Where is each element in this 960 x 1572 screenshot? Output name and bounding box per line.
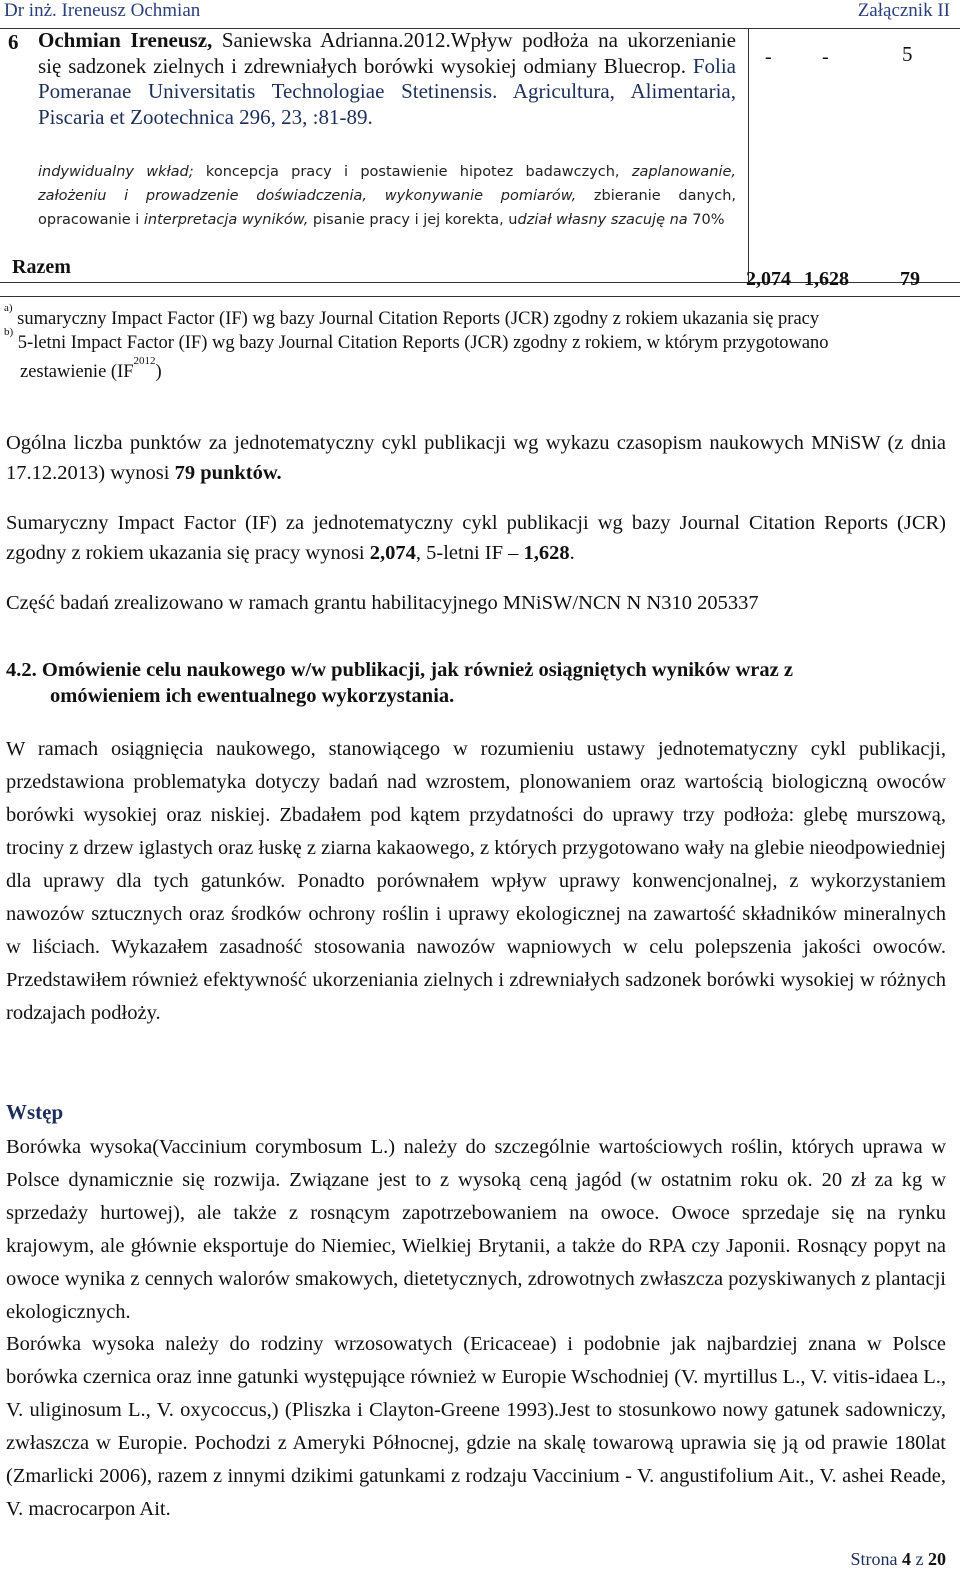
footnote-b <box>4 326 949 384</box>
entry-number: 6 <box>8 30 19 54</box>
table-divider <box>748 28 749 282</box>
footnote-text: 5-letni Impact Factor (IF) wg bazy Journal Citation Reports (JCR) zgodny z rokiem, w którym przygotowano <box>17 333 829 354</box>
page-header <box>0 0 960 29</box>
contribution-text: koncepcja pracy i postawienie hipotez badawczych, <box>193 164 632 180</box>
body-paragraph: Borówka wysoka(Vaccinium corymbosum L.) należy do szczególnie wartościowych roślin, których uprawa w Polsce dynamicznie się rozwija. Związane jest to z wysoką ceną jagód (w ostatnim roku ok. 20 zł za kg w sprzedaży hurtowej), ale także z rosnącym zapotrzebowaniem na owoce. Owoce sprzedaje się na rynku krajowym, ale głównie eksportuje do Niemiec, Wielkiej Brytanii, a także do RPA czy Japonii. Rosnący popyt na owoce wynika z cennych walorów smakowych, dietetycznych, zdrowotnych zwłaszcza pozyskiwanych z plantacji ekologicznych. <box>6 1136 946 1323</box>
summary-if5: 1,628 <box>523 542 570 564</box>
summary-text: Sumaryczny Impact Factor (IF) za jednotematyczny cykl publikacji wg bazy Journal Citation Reports (JCR) zgodny z rokiem ukazania się pracy wynosi <box>6 512 946 564</box>
impact-factor-cell: - <box>765 46 772 68</box>
footer-text: z <box>911 1549 928 1569</box>
publication-table <box>0 28 960 297</box>
page-total: 20 <box>928 1549 946 1569</box>
section-heading <box>6 657 946 709</box>
total-five-year-if: 1,628 <box>804 268 849 290</box>
contribution-text: pisanie pracy i jej korekta, u <box>308 212 518 228</box>
summary-text: . <box>569 542 575 564</box>
footnote-text: ) <box>155 362 162 383</box>
body-paragraph: Borówka wysoka należy do rodziny wrzosowatych (Ericaceae) i podobnie jak najbardziej znana w Polsce borówka czernica oraz inne gatunki występujące również w Europie Wschodniej (V. myrtillus L., V. vitis-idaea L., V. uliginosum L., V. oxycoccus,) (Pliszka i Clayton-Greene 1993).Jest to stosunkowo nowy gatunek sadowniczy, zwłaszcza w Europie. Pochodzi z Ameryki Północnej, gdzie na skalę towarową uprawia się ją od prawie 180lat (Zmarlicki 2006), razem z innymi dzikimi gatunkami z rodzaju Vaccinium - V. angustifolium Ait., V. ashei Reade, V. macrocarpon Ait. <box>6 1333 946 1520</box>
footnote-text: zestawienie (IF <box>20 362 134 383</box>
contribution-text: zbieranie danych, opracowanie i <box>38 188 736 228</box>
citation-title: Saniewska Adrianna.2012.Wpływ podłoża na ukorzenianie się sadzonek zielnych i zdrewniałych borówki wysokiej odmiany Bluecrop. <box>38 28 736 78</box>
impact-factor-summary <box>6 508 946 568</box>
footnote-text: sumaryczny Impact Factor (IF) wg bazy Journal Citation Reports (JCR) zgodny z rokiem ukazania się pracy <box>17 309 820 330</box>
contribution-share: 70% <box>687 212 725 228</box>
header-author: Dr inż. Ireneusz Ochmian <box>4 0 201 21</box>
citation-authors: Ochmian Ireneusz, <box>38 28 213 52</box>
contribution-text: zaplanowanie, założeniu i prowadzenie doświadczenia, wykonywanie pomiarów, <box>38 164 736 204</box>
summary-text: , 5-letni IF – <box>415 542 524 564</box>
footer-text: Strona <box>850 1549 902 1569</box>
header-attachment: Załącznik II <box>857 0 950 21</box>
contribution-label: indywidualny wkład; <box>38 164 194 180</box>
total-impact-factor: 2,074 <box>746 268 791 290</box>
citation-venue: Folia Pomeranae Universitatis Technologiae Stetinensis. Agricultura, Alimentaria, Piscaria et Zootechnica 296, 23, :81-89. <box>38 53 736 129</box>
points-summary <box>6 428 946 488</box>
individual-contribution <box>38 160 736 232</box>
five-year-if-cell: - <box>822 46 829 68</box>
publication-citation <box>38 28 736 130</box>
footnote-marker: a) <box>4 302 13 314</box>
contribution-text: interpretacja wyników, <box>143 212 309 228</box>
page-number: 4 <box>902 1549 911 1569</box>
page-footer <box>851 1549 947 1570</box>
summary-points: 79 punktów. <box>174 462 282 484</box>
section-number: 4.2. <box>6 659 37 681</box>
summary-text: Ogólna liczba punktów za jednotematyczny cykl publikacji wg wykazu czasopism naukowych MNiSW (z dnia 17.12.2013) wynosi <box>6 432 946 484</box>
grant-note: Część badań zrealizowano w ramach grantu habilitacyjnego MNiSW/NCN N N310 205337 <box>6 592 759 614</box>
intro-heading: Wstęp <box>6 1100 64 1124</box>
points-cell: 5 <box>902 42 913 66</box>
contribution-text: dział własny szacuję na <box>517 212 688 228</box>
section-title-continuation: omówieniem ich ewentualnego wykorzystania. <box>50 685 455 707</box>
body-paragraph: W ramach osiągnięcia naukowego, stanowiącego w rozumieniu ustawy jednotematyczny cykl publikacji, przedstawiona problematyka dotyczy badań nad wzrostem, plonowaniem oraz wartością biologiczną owoców borówki wysokiej oraz niskiej. Zbadałem pod kątem przydatności do uprawy trzy podłoża: glebę murszową, trociny z drzew iglastych oraz łuskę z ziarna kakaowego, z których przygotowano wały na glebie nieodpowiedniej dla uprawy dla tych gatunków. Ponadto porównałem wpływ uprawy konwencjonalnej, z wykorzystaniem nawozów sztucznych oraz środków ochrony roślin i uprawy ekologicznej na zawartość składników mineralnych w liściach. Wykazałem zasadność stosowania nawozów wapniowych w celu polepszenia jakości owoców. Przedstawiłem również efektywność ukorzeniania zielnych i zdrewniałych sadzonek borówki wysokiej w różnych rodzajach podłoży. <box>6 738 946 1024</box>
footnote-superscript: 2012 <box>133 355 156 368</box>
total-label: Razem <box>12 256 71 278</box>
section-title: Omówienie celu naukowego w/w publikacji, jak również osiągniętych wyników wraz z <box>36 659 793 681</box>
footnote-continuation <box>20 355 949 384</box>
summary-if: 2,074 <box>369 542 416 564</box>
total-points: 79 <box>900 268 920 290</box>
footnote-marker: b) <box>4 326 14 338</box>
